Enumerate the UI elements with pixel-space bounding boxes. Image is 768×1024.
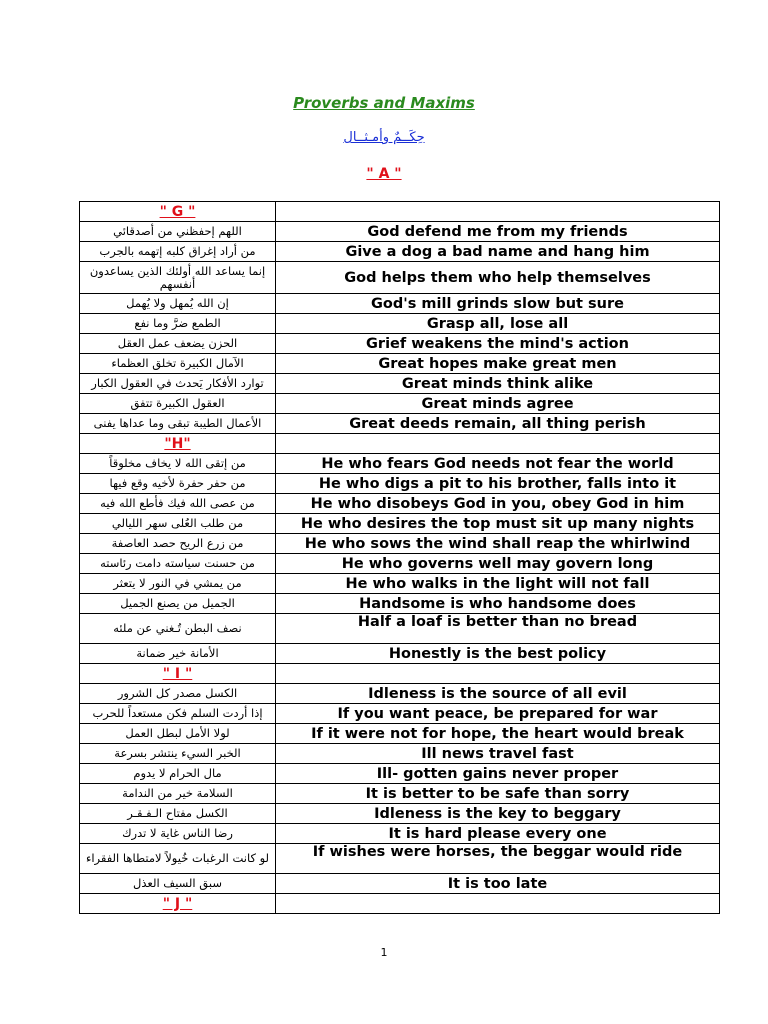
english-proverb: Great deeds remain, all thing perish (276, 414, 720, 434)
proverb-row (80, 334, 720, 354)
proverb-row (80, 804, 720, 824)
section-empty-cell (276, 894, 720, 914)
document-title: Proverbs and Maxims (293, 94, 475, 112)
english-proverb: Idleness is the source of all evil (276, 684, 720, 704)
section-row (80, 664, 720, 684)
english-proverb: If wishes were horses, the beggar would ride (276, 844, 720, 874)
english-proverb: He who walks in the light will not fall (276, 574, 720, 594)
english-proverb: God helps them who help themselves (276, 262, 720, 294)
section-row (80, 434, 720, 454)
english-proverb: Great minds think alike (276, 374, 720, 394)
arabic-proverb: سبق السيف العذل (80, 874, 276, 894)
section-letter: "H" (80, 434, 276, 454)
section-heading-a: " A " (366, 166, 402, 182)
proverb-row (80, 242, 720, 262)
arabic-proverb: من حسنت سياسته دامت رئاسته (80, 554, 276, 574)
english-proverb: It is better to be safe than sorry (276, 784, 720, 804)
english-proverb: Grief weakens the mind's action (276, 334, 720, 354)
arabic-proverb: من زرع الريح حصد العاصفة (80, 534, 276, 554)
english-proverb: Half a loaf is better than no bread (276, 614, 720, 644)
arabic-proverb: من يمشي في النور لا يتعثر (80, 574, 276, 594)
english-proverb: Ill news travel fast (276, 744, 720, 764)
arabic-proverb: لولا الأمل لبطل العمل (80, 724, 276, 744)
proverb-row (80, 494, 720, 514)
proverb-row (80, 454, 720, 474)
english-proverb: It is too late (276, 874, 720, 894)
section-empty-cell (276, 202, 720, 222)
english-proverb: Ill- gotten gains never proper (276, 764, 720, 784)
arabic-proverb: الطمع ضرَّ وما نفع (80, 314, 276, 334)
proverb-row (80, 294, 720, 314)
proverb-row (80, 534, 720, 554)
section-letter: " J " (80, 894, 276, 914)
arabic-proverb: من حفر حفرة لأخيه وقع فيها (80, 474, 276, 494)
section-row (80, 894, 720, 914)
section-row (80, 202, 720, 222)
proverb-row (80, 684, 720, 704)
arabic-subtitle: حِكَــمٌ وأمـثــال (343, 130, 425, 145)
proverb-row (80, 574, 720, 594)
arabic-proverb: من أراد إغراق كلبه إتهمه بالجرب (80, 242, 276, 262)
proverb-row (80, 474, 720, 494)
proverb-row (80, 354, 720, 374)
english-proverb: He who disobeys God in you, obey God in him (276, 494, 720, 514)
proverb-row (80, 414, 720, 434)
english-proverb: If it were not for hope, the heart would break (276, 724, 720, 744)
proverb-row (80, 874, 720, 894)
english-proverb: Grasp all, lose all (276, 314, 720, 334)
proverb-row (80, 514, 720, 534)
arabic-proverb: إذا أردت السلم فكن مستعداً للحرب (80, 704, 276, 724)
arabic-proverb: الجميل من يصنع الجميل (80, 594, 276, 614)
arabic-proverb: إنما يساعد الله أولئك الذين يساعدون أنفسهم (80, 262, 276, 294)
proverb-row (80, 724, 720, 744)
arabic-proverb: توارد الأفكار يَحدث في العقول الكبار (80, 374, 276, 394)
proverb-row (80, 394, 720, 414)
arabic-proverb: لو كانت الرغبات خُيولاً لامتطاها الفقراء (80, 844, 276, 874)
arabic-proverb: اللهم إحفظني من أصدقائي (80, 222, 276, 242)
proverb-row (80, 554, 720, 574)
proverb-row (80, 704, 720, 724)
arabic-proverb: من إتقى الله لا يخاف مخلوقاً (80, 454, 276, 474)
arabic-proverb: رضا الناس غاية لا تدرك (80, 824, 276, 844)
arabic-proverb: نصف البطن تُـغني عن ملئه (80, 614, 276, 644)
arabic-proverb: الأمانة خير ضمانة (80, 644, 276, 664)
arabic-proverb: العقول الكبيرة تتفق (80, 394, 276, 414)
arabic-proverb: الخبر السيء ينتشر بسرعة (80, 744, 276, 764)
arabic-proverb: الحزن يضعف عمل العقل (80, 334, 276, 354)
english-proverb: He who fears God needs not fear the world (276, 454, 720, 474)
section-empty-cell (276, 434, 720, 454)
arabic-proverb: من طلب العُلى سهر الليالي (80, 514, 276, 534)
proverb-row (80, 262, 720, 294)
proverb-row (80, 764, 720, 784)
english-proverb: Great minds agree (276, 394, 720, 414)
english-proverb: God defend me from my friends (276, 222, 720, 242)
proverb-row (80, 614, 720, 644)
proverb-row (80, 784, 720, 804)
section-letter: " I " (80, 664, 276, 684)
arabic-proverb: السلامة خير من الندامة (80, 784, 276, 804)
section-empty-cell (276, 664, 720, 684)
english-proverb: If you want peace, be prepared for war (276, 704, 720, 724)
english-proverb: Handsome is who handsome does (276, 594, 720, 614)
proverb-row (80, 374, 720, 394)
arabic-proverb: الكسل مصدر كل الشرور (80, 684, 276, 704)
arabic-proverb: إن الله يُمهل ولا يُهمل (80, 294, 276, 314)
proverbs-table-body (80, 202, 720, 914)
english-proverb: God's mill grinds slow but sure (276, 294, 720, 314)
arabic-proverb: الآمال الكبيرة تخلق العظماء (80, 354, 276, 374)
english-proverb: It is hard please every one (276, 824, 720, 844)
proverbs-table (79, 201, 720, 914)
english-proverb: Idleness is the key to beggary (276, 804, 720, 824)
english-proverb: He who desires the top must sit up many nights (276, 514, 720, 534)
arabic-proverb: من عصى الله فيك فأطع الله فيه (80, 494, 276, 514)
proverb-row (80, 844, 720, 874)
arabic-proverb: الأعمال الطيبة تبقى وما عداها يفنى (80, 414, 276, 434)
proverb-row (80, 222, 720, 242)
arabic-proverb: مال الحرام لا يدوم (80, 764, 276, 784)
page-number: 1 (380, 946, 388, 959)
proverb-row (80, 314, 720, 334)
section-letter: " G " (80, 202, 276, 222)
proverb-row (80, 594, 720, 614)
proverb-row (80, 744, 720, 764)
arabic-proverb: الكسل مفتاح الـفـقـر (80, 804, 276, 824)
english-proverb: He who governs well may govern long (276, 554, 720, 574)
english-proverb: Great hopes make great men (276, 354, 720, 374)
english-proverb: He who sows the wind shall reap the whirlwind (276, 534, 720, 554)
proverb-row (80, 824, 720, 844)
english-proverb: Give a dog a bad name and hang him (276, 242, 720, 262)
english-proverb: Honestly is the best policy (276, 644, 720, 664)
proverb-row (80, 644, 720, 664)
english-proverb: He who digs a pit to his brother, falls into it (276, 474, 720, 494)
